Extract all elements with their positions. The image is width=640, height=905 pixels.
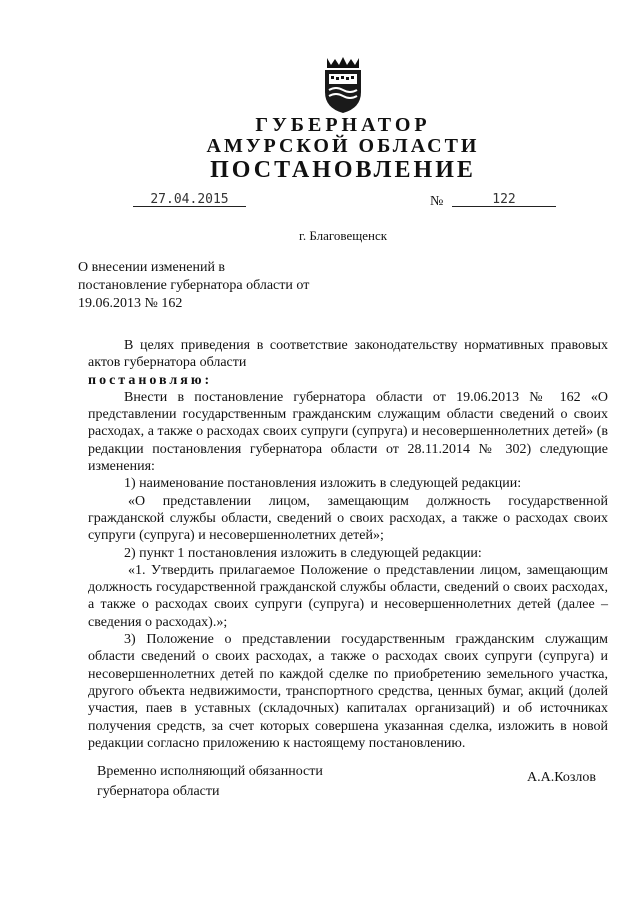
signatory-name: А.А.Козлов	[527, 770, 596, 785]
position-line: Временно исполняющий обязанности	[97, 764, 323, 779]
document-number: 122	[492, 192, 516, 207]
header-title-region: АМУРСКОЙ ОБЛАСТИ	[206, 135, 480, 157]
number-underline	[452, 206, 556, 207]
subject-line: О внесении изменений в	[78, 260, 226, 275]
quote-item-1: «О представлении лицом, замещающим должность государственной гражданской службы области, сведений о своих расходах, а также о расходах своих супруги (супруга) и несовершеннолетних детей»;	[88, 493, 608, 544]
list-item-3: 3) Положение о представлении государственным гражданским служащим области сведений о своих расходах, а также о расходах своих супруги (супруга) и несовершеннолетних детей по каждой сделке по приобретению земельного участка, другого объекта недвижимости, транспортного средства, ценных бумаг, акций (долей участия, паев в уставных (складочных) капиталах организаций) и об источниках получения средств, за счет которых совершена указанная сделка, изложить в новой редакции согласно приложению к настоящему постановлению.	[88, 632, 608, 751]
signatory-position	[97, 762, 323, 802]
amur-region-coat-of-arms-icon	[321, 56, 365, 114]
paragraph-main: Внести в постановление губернатора области от 19.06.2013 № 162 «О представлении государственным гражданским служащим области сведений о своих расходах, а также о расходах своих супруги (супруга) и несовершеннолетних детей» (в редакции постановления губернатора области от 28.11.2014 № 302) следующие изменения:	[88, 389, 608, 475]
header-title-governor: ГУБЕРНАТОР	[255, 114, 431, 136]
document-type-title: ПОСТАНОВЛЕНИЕ	[210, 157, 476, 183]
quote-item-2: «1. Утвердить прилагаемое Положение о представлении лицом, замещающим должность государственной гражданской службы области, сведений о своих расходах, а также о расходах своих супруги (супруга) и несовершеннолетних детей (далее – сведения о расходах).»;	[88, 562, 608, 630]
position-line: губернатора области	[97, 784, 220, 799]
date-underline	[133, 206, 246, 207]
intro-paragraph: В целях приведения в соответствие законодательству нормативных правовых актов губернатора области	[88, 338, 608, 371]
number-sign: №	[430, 194, 444, 209]
city-label: г. Благовещенск	[298, 228, 388, 243]
list-item-1: 1) наименование постановления изложить в следующей редакции:	[124, 476, 522, 492]
document-body	[88, 337, 608, 752]
document-subject	[78, 259, 348, 313]
list-item-2: 2) пункт 1 постановления изложить в следующей редакции:	[124, 545, 482, 561]
document-date: 27.04.2015	[150, 192, 229, 207]
subject-line: 19.06.2013 № 162	[78, 296, 183, 311]
resolve-keyword: постановляю:	[88, 372, 213, 388]
subject-line: постановление губернатора области от	[78, 278, 310, 293]
